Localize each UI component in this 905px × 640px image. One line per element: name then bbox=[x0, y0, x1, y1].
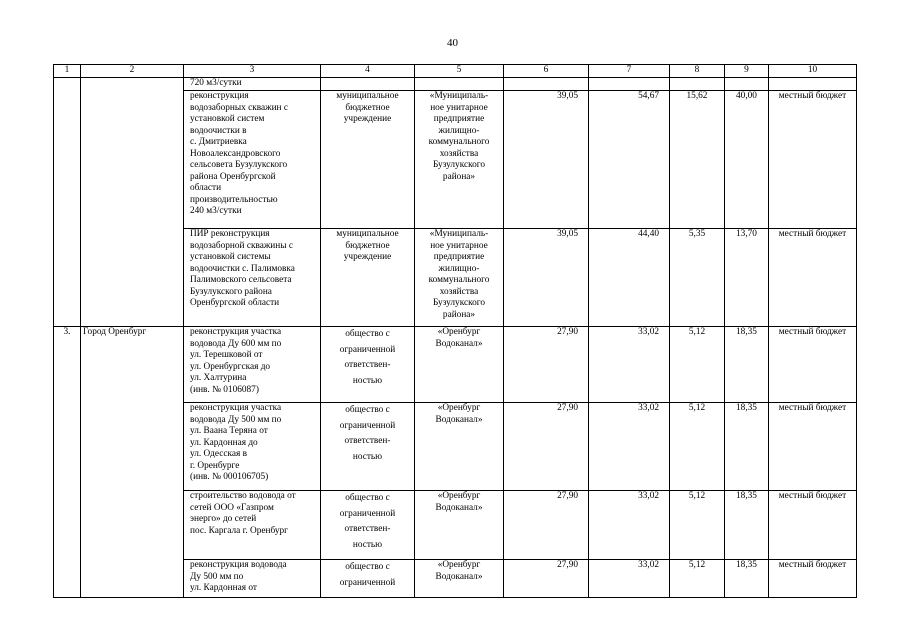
project-description: строительство водовода от сетей ООО «Газпром энерго» до сетей пос. Каргала г. Оренбург bbox=[184, 491, 321, 560]
value-col9: 18,35 bbox=[725, 491, 769, 560]
funding-source: местный бюджет bbox=[769, 327, 857, 403]
row-city bbox=[81, 78, 184, 327]
value-col7: 44,40 bbox=[589, 229, 670, 327]
value-col6: 39,05 bbox=[504, 229, 589, 327]
project-description: ПИР реконструкция водозаборной скважины с установкой системы водоочистки с. Палимовка Палимовского сельсовета Бузулукского района Оренбургской области bbox=[184, 229, 321, 327]
table-row bbox=[54, 78, 857, 91]
value-col7: 33,02 bbox=[589, 327, 670, 403]
operator-name: «Муниципаль- ное унитарное предприятие жилищно- коммунального хозяйства Бузулукского района» bbox=[415, 91, 504, 229]
project-description: реконструкция водозаборных скважин с установкой систем водоочистки в с. Дмитриевка Новоалександровского сельсовета Бузулукского района Оренбургской области производительностью 240 м3/сутки bbox=[184, 91, 321, 229]
value-col8: 5,12 bbox=[670, 327, 725, 403]
value-col8: 5,12 bbox=[670, 403, 725, 491]
value-col9: 13,70 bbox=[725, 229, 769, 327]
column-header: 9 bbox=[725, 65, 769, 78]
value-col6: 27,90 bbox=[504, 491, 589, 560]
funding-source: местный бюджет bbox=[769, 91, 857, 229]
operator-name: «Оренбург Водоканал» bbox=[415, 403, 504, 491]
customer-type: общество с ограниченной bbox=[321, 560, 415, 598]
value-col7: 33,02 bbox=[589, 560, 670, 598]
operator-name: «Муниципаль- ное унитарное предприятие жилищно- коммунального хозяйства Бузулукского района» bbox=[415, 229, 504, 327]
operator-name: «Оренбург Водоканал» bbox=[415, 491, 504, 560]
value-col6: 27,90 bbox=[504, 560, 589, 598]
project-description: реконструкция участка водовода Ду 600 мм по ул. Терешковой от ул. Оренбургская до ул. Халтурина (инв. № 0106087) bbox=[184, 327, 321, 403]
column-header: 3 bbox=[184, 65, 321, 78]
customer-type: муниципальное бюджетное учреждение bbox=[321, 229, 415, 327]
value-col6: 39,05 bbox=[504, 91, 589, 229]
value-col6: 27,90 bbox=[504, 327, 589, 403]
funding-source: местный бюджет bbox=[769, 229, 857, 327]
funding-source: местный бюджет bbox=[769, 403, 857, 491]
value-col9: 18,35 bbox=[725, 403, 769, 491]
project-description: реконструкция участка водовода Ду 500 мм по ул. Ваана Теряна от ул. Кардонная до ул. Одесская в г. Оренбурге (инв. № 000106705) bbox=[184, 403, 321, 491]
investment-program-table bbox=[53, 64, 857, 598]
column-header: 4 bbox=[321, 65, 415, 78]
continuation-text: 720 м3/сутки bbox=[184, 78, 321, 91]
value-col8: 5,35 bbox=[670, 229, 725, 327]
funding-source: местный бюджет bbox=[769, 560, 857, 598]
value-col9: 18,35 bbox=[725, 327, 769, 403]
column-header: 8 bbox=[670, 65, 725, 78]
value-col7: 54,67 bbox=[589, 91, 670, 229]
customer-type: муниципальное бюджетное учреждение bbox=[321, 91, 415, 229]
funding-source: местный бюджет bbox=[769, 491, 857, 560]
value-col7: 33,02 bbox=[589, 491, 670, 560]
row-index: 3. bbox=[54, 327, 81, 598]
column-header: 6 bbox=[504, 65, 589, 78]
value-col8: 5,12 bbox=[670, 560, 725, 598]
column-header: 1 bbox=[54, 65, 81, 78]
column-header: 10 bbox=[769, 65, 857, 78]
column-header: 7 bbox=[589, 65, 670, 78]
value-col9: 40,00 bbox=[725, 91, 769, 229]
value-col7: 33,02 bbox=[589, 403, 670, 491]
row-city: Город Оренбург bbox=[81, 327, 184, 598]
customer-type: общество с ограниченной ответствен- ностью bbox=[321, 327, 415, 403]
row-index bbox=[54, 78, 81, 327]
page-number: 40 bbox=[447, 37, 458, 49]
operator-name: «Оренбург Водоканал» bbox=[415, 327, 504, 403]
column-header: 2 bbox=[81, 65, 184, 78]
project-description: реконструкция водовода Ду 500 мм по ул. Кардонная от bbox=[184, 560, 321, 598]
value-col9: 18,35 bbox=[725, 560, 769, 598]
column-header: 5 bbox=[415, 65, 504, 78]
value-col8: 5,12 bbox=[670, 491, 725, 560]
table-row bbox=[54, 327, 857, 403]
operator-name: «Оренбург Водоканал» bbox=[415, 560, 504, 598]
customer-type: общество с ограниченной ответствен- ностью bbox=[321, 491, 415, 560]
column-number-row bbox=[54, 65, 857, 78]
customer-type: общество с ограниченной ответствен- ностью bbox=[321, 403, 415, 491]
value-col6: 27,90 bbox=[504, 403, 589, 491]
value-col8: 15,62 bbox=[670, 91, 725, 229]
